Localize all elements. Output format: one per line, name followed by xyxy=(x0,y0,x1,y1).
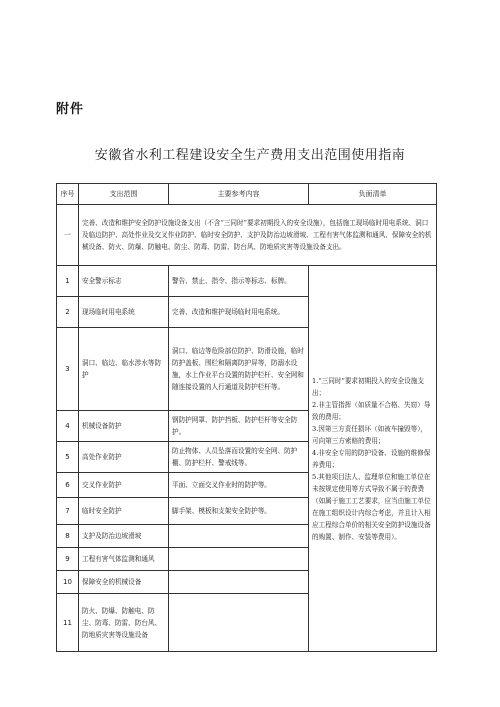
row-scope: 现场临时用电系统 xyxy=(79,297,169,328)
header-content: 主要参考内容 xyxy=(169,184,309,205)
row-no: 11 xyxy=(57,594,79,652)
row-no: 3 xyxy=(57,328,79,411)
row-scope: 高处作业防护 xyxy=(79,442,169,473)
row-content: 钢防护网罩、防护挡板、防护栏杆等安全防护。 xyxy=(169,411,309,442)
intro-no: 一 xyxy=(57,205,79,266)
table-header-row xyxy=(57,184,437,205)
negative-item: 2.非主管指挥（如质量不合格、失窃）导致的费用； xyxy=(312,400,431,421)
negative-list-cell xyxy=(309,266,437,652)
row-content: 洞口、临边等危险部位防护、防滑设施，临时防护盖板、围栏和隔离防护屏等，防溺水设施，水上作业平台设置的防护栏杆、安全网和随连接设置的人行通道及防护栏杆等。 xyxy=(169,328,309,411)
row-no: 2 xyxy=(57,297,79,328)
row-scope: 防火、防爆、防触电、防尘、防毒、防雷、防台风、防地质灾害等设施设备 xyxy=(79,594,169,652)
row-scope: 临时安全防护 xyxy=(79,498,169,525)
negative-item: 4.非安全专用的防护设备、设施的维修保养费用； xyxy=(312,448,431,469)
row-content xyxy=(169,548,309,571)
row-scope: 机械设备防护 xyxy=(79,411,169,442)
row-scope: 交叉作业防护 xyxy=(79,473,169,498)
row-no: 4 xyxy=(57,411,79,442)
header-no: 序号 xyxy=(57,184,79,205)
row-content xyxy=(169,594,309,652)
guide-table xyxy=(56,183,437,652)
negative-item: 3.因第三方责任损坏（如被车撞毁等），可向第三方索赔的费用； xyxy=(312,424,428,445)
row-scope: 安全警示标志 xyxy=(79,266,169,297)
row-content: 完善、改造和维护现场临时用电系统。 xyxy=(169,297,309,328)
row-content: 脚手架、模板和支架安全防护等。 xyxy=(169,498,309,525)
row-content xyxy=(169,571,309,594)
row-no: 6 xyxy=(57,473,79,498)
table-row xyxy=(57,266,437,297)
row-scope: 工程有害气体监测和通风 xyxy=(79,548,169,571)
intro-row xyxy=(57,205,437,266)
row-scope: 保障安全的机械设备 xyxy=(79,571,169,594)
row-content: 警告、禁止、指令、指示等标志、标牌。 xyxy=(169,266,309,297)
row-no: 10 xyxy=(57,571,79,594)
negative-item: 5.其他项目法人、监理单位和施工单位在未按规定使用等方式导致不属于的费费（如属于施工工艺要求，应当由施工单位在施工组织设计内综合考虑，并且计入相应工程综合单价的相关安全防护设施设备的购置、制作、安装等费用）。 xyxy=(312,472,431,541)
intro-text: 完善、改造和维护安全防护设施设备支出（不含“三同时”要求初期投入的安全设施），包括施工现场临时用电系统、洞口及临边防护、高处作业及交叉作业防护、临时安全防护、支护及防治边坡滑坡、工程有害气体监测和通风、保障安全的机械设备、防火、防爆、防触电、防尘、防毒、防雷、防台风、防地质灾害等设施设备支出。 xyxy=(79,205,437,266)
negative-item: 1.“三同时”要求初期投入的安全设施支出； xyxy=(312,376,424,397)
row-scope: 支护及防治边坡滑坡 xyxy=(79,525,169,548)
row-no: 8 xyxy=(57,525,79,548)
row-content xyxy=(169,525,309,548)
attachment-label: 附件 xyxy=(56,102,85,117)
row-no: 5 xyxy=(57,442,79,473)
row-scope: 洞口、临边、临水涉水等防护 xyxy=(79,328,169,411)
row-no: 9 xyxy=(57,548,79,571)
row-content: 防止物体、人员坠落而设置的安全网、防护棚、防护栏杆、警戒线等。 xyxy=(169,442,309,473)
row-content: 平面、立面交叉作业时的防护等。 xyxy=(169,473,309,498)
document-title: 安徽省水利工程建设安全生产费用支出范围使用指南 xyxy=(94,148,406,163)
header-scope: 支出范围 xyxy=(79,184,169,205)
row-no: 7 xyxy=(57,498,79,525)
row-no: 1 xyxy=(57,266,79,297)
header-negative: 负面清单 xyxy=(309,184,437,205)
